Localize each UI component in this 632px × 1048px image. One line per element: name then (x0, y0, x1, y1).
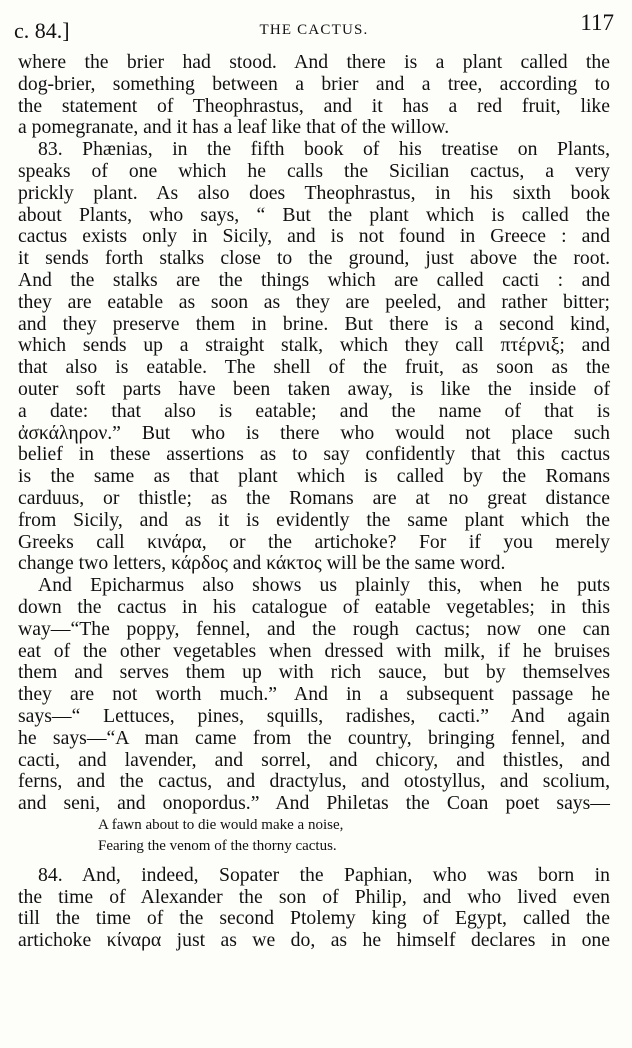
text-line: eat of the other vegetables when dressed with milk, if he bruises (18, 639, 610, 662)
paragraph-83-start: 83. Phænias, in the fifth book of his treatise on Plants, (38, 138, 610, 161)
text-line: and they preserve them in brine. But there is a second kind, (18, 312, 610, 335)
text-line: change two letters, κάρδος and κάκτος will be the same word. (18, 552, 506, 575)
verse-line: A fawn about to die would make a noise, (98, 816, 344, 833)
text-line: they are eatable as soon as they are peeled, and rather bitter; (18, 290, 610, 313)
text-line: where the brier had stood. And there is a plant called the (18, 51, 610, 73)
text-line: he says—“A man came from the country, bringing fennel, and (18, 726, 610, 749)
text-line: speaks of one which he calls the Sicilian cactus, a very (18, 159, 610, 182)
text-line: till the time of the second Ptolemy king of Egypt, called the (18, 907, 610, 930)
text-line: says—“ Lettuces, pines, squills, radishes, cacti.” And again (18, 704, 610, 727)
text-line: a pomegranate, and it has a leaf like that of the willow. (18, 116, 450, 139)
text-line: they are not worth much.” And in a subsequent passage he (18, 683, 610, 706)
text-line: about Plants, who says, “ But the plant which is called the (18, 203, 610, 226)
text-line: from Sicily, and as it is evidently the same plant which the (18, 508, 610, 531)
text-line: Greeks call κινάρα, or the artichoke? For if you merely (18, 530, 610, 553)
text-line: outer soft parts have been taken away, is like the inside of (18, 377, 610, 400)
text-line: them and serves them up with rich sauce, but by themselves (18, 661, 610, 684)
text-line: the time of Alexander the son of Philip, and who lived even (18, 885, 610, 908)
text-line: prickly plant. As also does Theophrastus, in his sixth book (18, 181, 610, 204)
paragraph-84-start: 84. And, indeed, Sopater the Paphian, who was born in (38, 863, 610, 886)
chapter-reference: c. 84.] (14, 18, 70, 43)
text-line: which sends up a straight stalk, which they call πτέρνιξ; and (18, 334, 610, 357)
text-line: the statement of Theophrastus, and it has a red fruit, like (18, 94, 610, 117)
text-line: it sends forth stalks close to the ground, just above the root. (18, 247, 610, 270)
text-line: way—“The poppy, fennel, and the rough cactus; now one can (18, 617, 610, 640)
text-line: a date: that also is eatable; and the name of that is (18, 399, 610, 422)
text-line: that also is eatable. The shell of the fruit, as soon as the (18, 356, 610, 379)
text-line: cactus exists only in Sicily, and is not found in Greece : and (18, 225, 610, 248)
verse-line: Fearing the venom of the thorny cactus. (98, 837, 337, 854)
text-line: down the cactus in his catalogue of eatable vegetables; in this (18, 595, 610, 618)
text-line: and seni, and onopordus.” And Philetas the Coan poet says— (18, 792, 610, 815)
paragraph-epicharmus-start: And Epicharmus also shows us plainly this, when he puts (38, 574, 610, 597)
text-line: is the same as that plant which is called by the Romans (18, 465, 610, 488)
text-line: And the stalks are the things which are called cacti : and (18, 268, 610, 291)
text-line: ferns, and the cactus, and dractylus, and otostyllus, and scolium, (18, 770, 610, 793)
text-line: carduus, or thistle; as the Romans are at no great distance (18, 486, 610, 509)
text-line: belief in these assertions as to say confidently that this cactus (18, 443, 610, 466)
page-number: 117 (580, 10, 614, 35)
text-line: artichoke κίναρα just as we do, as he himself declares in one (18, 929, 610, 952)
body-text (18, 52, 610, 952)
verse-quotation (18, 815, 610, 857)
text-line: dog-brier, something between a brier and a tree, according to (18, 72, 610, 95)
running-title: THE CACTUS. (259, 22, 369, 38)
text-line: cacti, and lavender, and sorrel, and chicory, and thistles, and (18, 748, 610, 771)
running-header (14, 6, 614, 46)
text-line: ἀσκάληρον.” But who is there who would not place such (18, 421, 610, 444)
